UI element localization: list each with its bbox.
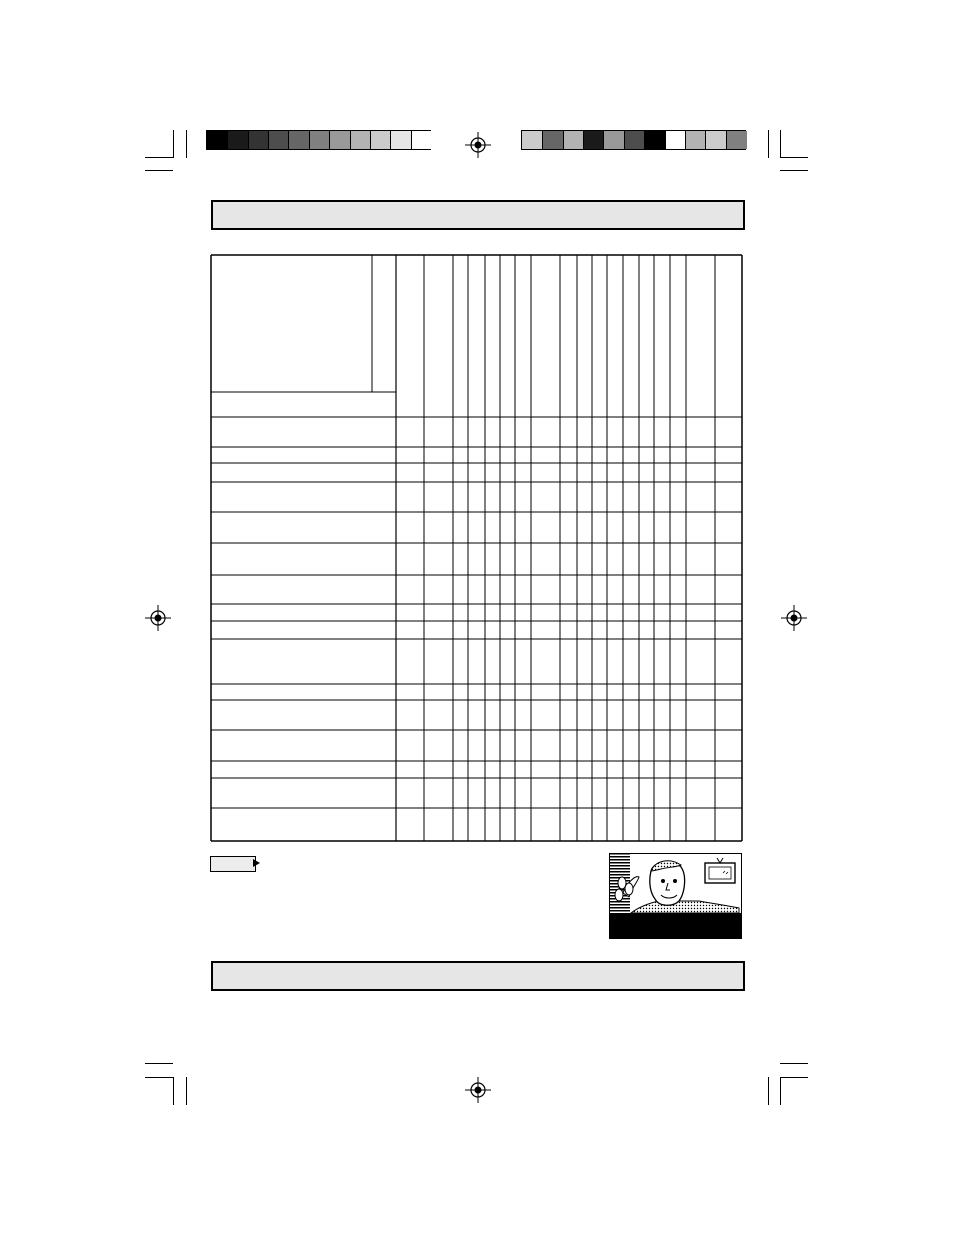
man-with-plant-illustration [609, 853, 742, 939]
note-tab [210, 856, 256, 872]
note-arrow-icon [253, 857, 263, 869]
footer-banner [211, 961, 745, 991]
